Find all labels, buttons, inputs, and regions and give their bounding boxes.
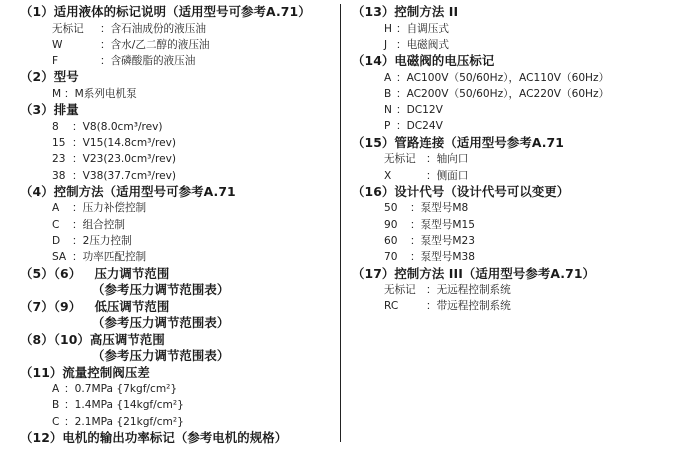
- list-item: 无标记 ：含石油成份的液压油: [52, 22, 206, 35]
- section-subheading-5: （参考压力调节范围表）: [92, 282, 230, 298]
- list-item: W ：含水/乙二醇的液压油: [52, 38, 210, 51]
- list-item: X ：侧面口: [384, 169, 469, 182]
- section-heading-17: （17）控制方法 III（适用型号参考A.71）: [352, 265, 596, 281]
- list-item: 70 ：泵型号M38: [384, 251, 475, 264]
- list-item: 15 ：V15(14.8cm³/rev): [52, 136, 177, 149]
- section-heading-14: （14）电磁阀的电压标记: [352, 53, 495, 69]
- section-heading-1: （1）适用液体的标记说明（适用型号可参考A.71）: [20, 4, 311, 19]
- section-subheading-8: （参考压力调节范围表）: [92, 348, 230, 364]
- list-item: SA ：功率匹配控制: [52, 251, 147, 264]
- list-item: C ：2.1MPa {21kgf/cm²}: [52, 415, 184, 428]
- list-item: 8 ：V8(8.0cm³/rev): [52, 120, 163, 133]
- section-heading-5: （5）（6） 压力调节范围: [20, 265, 170, 281]
- list-item: B ：1.4MPa {14kgf/cm²}: [52, 399, 184, 412]
- list-item: M ：M系列电机泵: [52, 87, 137, 100]
- section-heading-16: （16）设计代号（设计代号可以变更）: [352, 183, 570, 199]
- section-heading-12: （12）电机的输出功率标记（参考电机的规格）: [20, 429, 288, 445]
- section-heading-11: （11）流量控制阀压差: [20, 364, 150, 380]
- list-item: F ：含磷酸脂的液压油: [52, 55, 196, 68]
- list-item: 50 ：泵型号M8: [384, 202, 469, 215]
- column-divider: [340, 4, 341, 442]
- list-item: A ：0.7MPa {7kgf/cm²}: [52, 383, 178, 396]
- list-item: A ：AC100V（50/60Hz），AC110V（60Hz）: [384, 71, 610, 84]
- section-heading-7: （7）（9） 低压调节范围: [20, 298, 170, 314]
- list-item: 23 ：V23(23.0cm³/rev): [52, 153, 177, 166]
- list-item: C ：组合控制: [52, 218, 125, 231]
- section-heading-15: （15）管路连接（适用型号参考A.71: [352, 134, 564, 150]
- list-item: N ：DC12V: [384, 104, 443, 117]
- section-heading-8: （8）（10）高压调节范围: [20, 331, 165, 347]
- list-item: D ：2压力控制: [52, 234, 132, 247]
- list-item: P ：DC24V: [384, 120, 443, 133]
- list-item: 60 ：泵型号M23: [384, 234, 475, 247]
- list-item: 38 ：V38(37.7cm³/rev): [52, 169, 177, 182]
- left-column: [20, 4, 338, 446]
- list-item: 无标记 ：轴向口: [384, 153, 469, 166]
- list-item: 无标记 ：无远程控制系统: [384, 284, 511, 297]
- list-item: B ：AC200V（50/60Hz），AC220V（60Hz）: [384, 87, 610, 100]
- list-item: A ：压力补偿控制: [52, 202, 147, 215]
- list-item: J ：电磁阀式: [384, 38, 449, 51]
- list-item: 90 ：泵型号M15: [384, 218, 475, 231]
- section-heading-2: （2）型号: [20, 69, 79, 85]
- section-heading-4: （4）控制方法（适用型号可参考A.71: [20, 183, 236, 199]
- list-item: RC ：带远程控制系统: [384, 300, 511, 313]
- right-column: [352, 4, 668, 315]
- section-subheading-7: （参考压力调节范围表）: [92, 315, 230, 331]
- section-heading-13: （13）控制方法 II: [352, 4, 459, 19]
- list-item: H ：自调压式: [384, 22, 449, 35]
- section-heading-3: （3）排量: [20, 102, 79, 118]
